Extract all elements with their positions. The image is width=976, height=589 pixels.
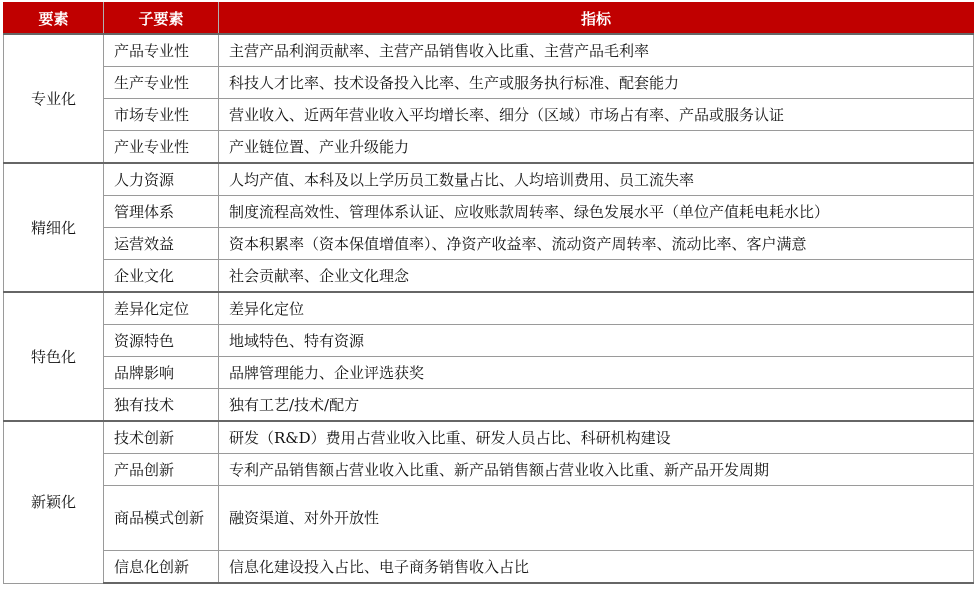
- table-row: [4, 389, 974, 422]
- indicator-cell: 研发（R&D）费用占营业收入比重、研发人员占比、科研机构建设: [219, 421, 974, 454]
- indicator-cell: 制度流程高效性、管理体系认证、应收账款周转率、绿色发展水平（单位产值耗电耗水比）: [219, 196, 974, 228]
- indicator-cell: 差异化定位: [219, 292, 974, 325]
- sub-element-cell: 产品创新: [104, 454, 219, 486]
- table-row: [4, 486, 974, 551]
- sub-element-cell: 差异化定位: [104, 292, 219, 325]
- indicator-cell: 主营产品利润贡献率、主营产品销售收入比重、主营产品毛利率: [219, 34, 974, 67]
- table-row: [4, 292, 974, 325]
- element-cell: 特色化: [4, 292, 104, 421]
- table-row: [4, 163, 974, 196]
- sub-element-cell: 品牌影响: [104, 357, 219, 389]
- header-element: 要素: [4, 3, 104, 35]
- table-row: [4, 260, 974, 293]
- header-row: [4, 3, 974, 35]
- indicator-cell: 专利产品销售额占营业收入比重、新产品销售额占营业收入比重、新产品开发周期: [219, 454, 974, 486]
- sub-element-cell: 人力资源: [104, 163, 219, 196]
- sub-element-cell: 企业文化: [104, 260, 219, 293]
- sub-element-cell: 独有技术: [104, 389, 219, 422]
- table-row: [4, 67, 974, 99]
- sub-element-cell: 管理体系: [104, 196, 219, 228]
- indicator-cell: 信息化建设投入占比、电子商务销售收入占比: [219, 551, 974, 584]
- indicator-cell: 独有工艺/技术/配方: [219, 389, 974, 422]
- table-row: [4, 421, 974, 454]
- indicator-cell: 社会贡献率、企业文化理念: [219, 260, 974, 293]
- sub-element-cell: 信息化创新: [104, 551, 219, 584]
- sub-element-cell: 产品专业性: [104, 34, 219, 67]
- table-row: [4, 357, 974, 389]
- sub-element-cell: 生产专业性: [104, 67, 219, 99]
- table-row: [4, 454, 974, 486]
- element-cell: 精细化: [4, 163, 104, 292]
- sub-element-cell: 运营效益: [104, 228, 219, 260]
- indicator-cell: 地域特色、特有资源: [219, 325, 974, 357]
- sub-element-cell: 技术创新: [104, 421, 219, 454]
- indicator-table: [3, 2, 974, 584]
- sub-element-cell: 产业专业性: [104, 131, 219, 164]
- element-cell: 专业化: [4, 34, 104, 163]
- indicator-cell: 品牌管理能力、企业评选获奖: [219, 357, 974, 389]
- sub-element-cell: 资源特色: [104, 325, 219, 357]
- indicator-cell: 科技人才比率、技术设备投入比率、生产或服务执行标准、配套能力: [219, 67, 974, 99]
- table-row: [4, 131, 974, 164]
- table-row: [4, 325, 974, 357]
- element-cell: 新颖化: [4, 421, 104, 583]
- header-indicator: 指标: [219, 3, 974, 35]
- indicator-cell: 资本积累率（资本保值增值率）、净资产收益率、流动资产周转率、流动比率、客户满意: [219, 228, 974, 260]
- indicator-cell: 产业链位置、产业升级能力: [219, 131, 974, 164]
- table-row: [4, 196, 974, 228]
- sub-element-cell: 市场专业性: [104, 99, 219, 131]
- table-row: [4, 551, 974, 584]
- indicator-cell: 人均产值、本科及以上学历员工数量占比、人均培训费用、员工流失率: [219, 163, 974, 196]
- table-row: [4, 228, 974, 260]
- sub-element-cell: 商品模式创新: [104, 486, 219, 551]
- table-row: [4, 34, 974, 67]
- indicator-cell: 营业收入、近两年营业收入平均增长率、细分（区域）市场占有率、产品或服务认证: [219, 99, 974, 131]
- indicator-cell: 融资渠道、对外开放性: [219, 486, 974, 551]
- table-row: [4, 99, 974, 131]
- header-sub-element: 子要素: [104, 3, 219, 35]
